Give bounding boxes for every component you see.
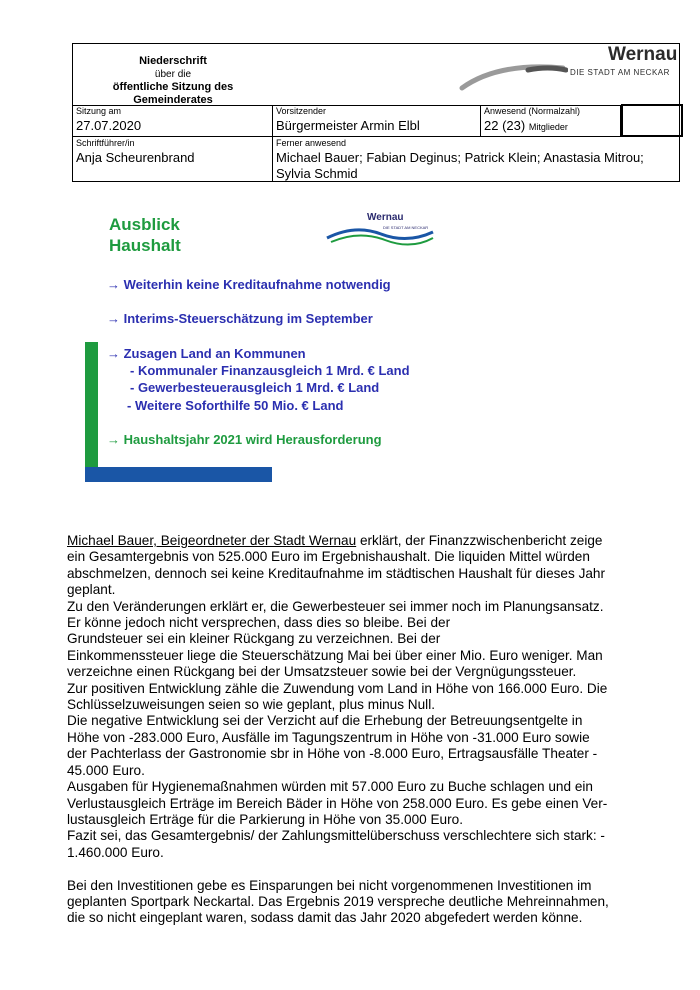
slide-sub-bullet: - Gewerbesteuerausgleich 1 Mrd. € Land (130, 380, 380, 395)
body-line: Zu den Veränderungen erklärt er, die Gewerbesteuer sei immer noch im Planungsansatz. (67, 598, 604, 614)
body-line: die so nicht eingeplant waren, sodass damit das Jahr 2020 abgefedert werden könne. (67, 910, 583, 926)
wernau-logo (458, 44, 678, 104)
title-line: Gemeinderates (133, 94, 213, 106)
body-line: abschmelzen, dennoch sei keine Kreditaufnahme im städtischen Haushalt für dieses Jahr (67, 565, 606, 581)
attendance-unit: Mitglieder (528, 122, 568, 132)
body-line: Fazit sei, das Gesamtergebnis/ der Zahlungsmittelüberschuss verschlechtere sich stark: - (67, 828, 605, 844)
body-line: 1.460.000 Euro. (67, 844, 164, 860)
body-line: Die negative Entwicklung sei der Verzicht auf die Erhebung der Betreuungsentgelte in (67, 713, 583, 729)
cell-label: Vorsitzender (276, 106, 327, 116)
slide-sub-bullet: - Kommunaler Finanzausgleich 1 Mrd. € Land (130, 363, 410, 378)
minutes-body (67, 533, 637, 927)
body-line: Ausgaben für Hygienemaßnahmen würden mit 57.000 Euro zu Buche schlagen und ein (67, 779, 593, 795)
body-line: der Pachterlass der Gastronomie sbr in Höhe von -8.000 Euro, Ertragsausfälle Theater - (67, 746, 598, 762)
logo-arc-icon (458, 58, 568, 94)
slide-blue-bar (85, 467, 272, 482)
chair-name: Bürgermeister Armin Elbl (276, 118, 420, 133)
body-line: Bei den Investitionen gebe es Einsparungen bei nicht vorgenommenen Investitionen im (67, 877, 592, 893)
body-line: 45.000 Euro. (67, 762, 145, 778)
recorder-row (72, 137, 680, 182)
attendance-cell (481, 105, 621, 136)
body-line: geplanten Sportpark Neckartal. Das Ergebnis 2019 verspreche deutliche Mehreinnahmen, (67, 893, 609, 909)
title-line: Niederschrift (139, 55, 207, 67)
slide-title-line: Ausblick (109, 215, 180, 234)
recorder-cell (73, 137, 273, 181)
attendance-count: 22 (23) (484, 118, 526, 133)
also-present-names (276, 150, 644, 182)
body-line (67, 533, 637, 549)
title-line: über die (154, 69, 192, 80)
body-line: Er könne jedoch nicht versprechen, dass dies so bleibe. Bei der (67, 615, 451, 631)
body-line: Höhe von -283.000 Euro, Ausfälle im Tagungszentrum in Höhe von -31.000 Euro sowie (67, 729, 590, 745)
document-title (103, 55, 243, 107)
meeting-date-cell (73, 105, 273, 136)
logo-subtitle: DIE STADT AM NECKAR (570, 68, 670, 77)
chair-cell (273, 105, 481, 136)
slide-logo-name: Wernau (367, 212, 404, 223)
cell-label: Ferner anwesend (276, 138, 347, 148)
body-line: Verlustausgleich Erträge im Bereich Bäder in Höhe von 258.000 Euro. Es gebe einen Ver- (67, 795, 608, 811)
logo-name: Wernau (608, 44, 678, 65)
speaker-name: Michael Bauer, Beigeordneter der Stadt Wernau (67, 533, 357, 548)
meeting-info-row (72, 105, 680, 137)
body-line: lustausgleich Erträge für die Parkierung in Höhe von 35.000 Euro. (67, 811, 463, 827)
slide-bullet: → Zusagen Land an Kommunen (107, 346, 306, 361)
paragraph-gap (67, 861, 637, 877)
body-line: Schlüsselzuweisungen seien so wie geplant, plus minus Null. (67, 697, 435, 713)
body-line: ein Gesamtergebnis von 525.000 Euro im Ergebnishaushalt. Die liquiden Mittel würden (67, 549, 590, 565)
body-line: Einkommenssteuer liege die Steuerschätzung Mai bei über einer Mio. Euro weniger. Man (67, 647, 603, 663)
recorder-name: Anja Scheurenbrand (76, 150, 195, 165)
slide-title (109, 214, 181, 256)
body-line: Grundsteuer sei ein kleiner Rückgang zu verzeichnen. Bei der (67, 631, 441, 647)
empty-box-cell (621, 104, 683, 137)
body-line: Zur positiven Entwicklung zähle die Zuwendung vom Land in Höhe von 166.000 Euro. Die (67, 680, 608, 696)
body-text: erklärt, der Finanzzwischenbericht zeige (356, 533, 603, 548)
header-title-row (72, 43, 680, 106)
body-line: verzeichne einen Rückgang bei der Umsatzsteuer sowie bei der Vergnügungssteuer. (67, 664, 577, 680)
slide-logo-subtitle: DIE STADT AM NECKAR (383, 225, 429, 230)
body-line: geplant. (67, 582, 116, 598)
meeting-date: 27.07.2020 (76, 118, 142, 133)
also-present-cell (273, 137, 679, 181)
cell-label: Schriftführer/in (76, 138, 135, 148)
slide-bullet: → Haushaltsjahr 2021 wird Herausforderung (107, 432, 382, 447)
presentation-slide (85, 200, 450, 482)
slide-sub-bullet: - Weitere Soforthilfe 50 Mio. € Land (127, 398, 344, 413)
slide-title-line: Haushalt (109, 236, 181, 255)
attendance-value (484, 118, 568, 135)
names-line: Sylvia Schmid (276, 166, 358, 181)
title-line: öffentliche Sitzung des (112, 81, 234, 93)
slide-green-bar (85, 342, 98, 482)
minutes-header (72, 43, 680, 183)
slide-logo (325, 212, 435, 248)
slide-bullet: → Interims-Steuerschätzung im September (107, 311, 373, 326)
cell-label: Sitzung am (76, 106, 122, 116)
names-line: Michael Bauer; Fabian Deginus; Patrick Klein; Anastasia Mitrou; (276, 150, 644, 165)
cell-label: Anwesend (Normalzahl) (484, 106, 581, 116)
slide-bullet: → Weiterhin keine Kreditaufnahme notwendig (107, 277, 391, 292)
